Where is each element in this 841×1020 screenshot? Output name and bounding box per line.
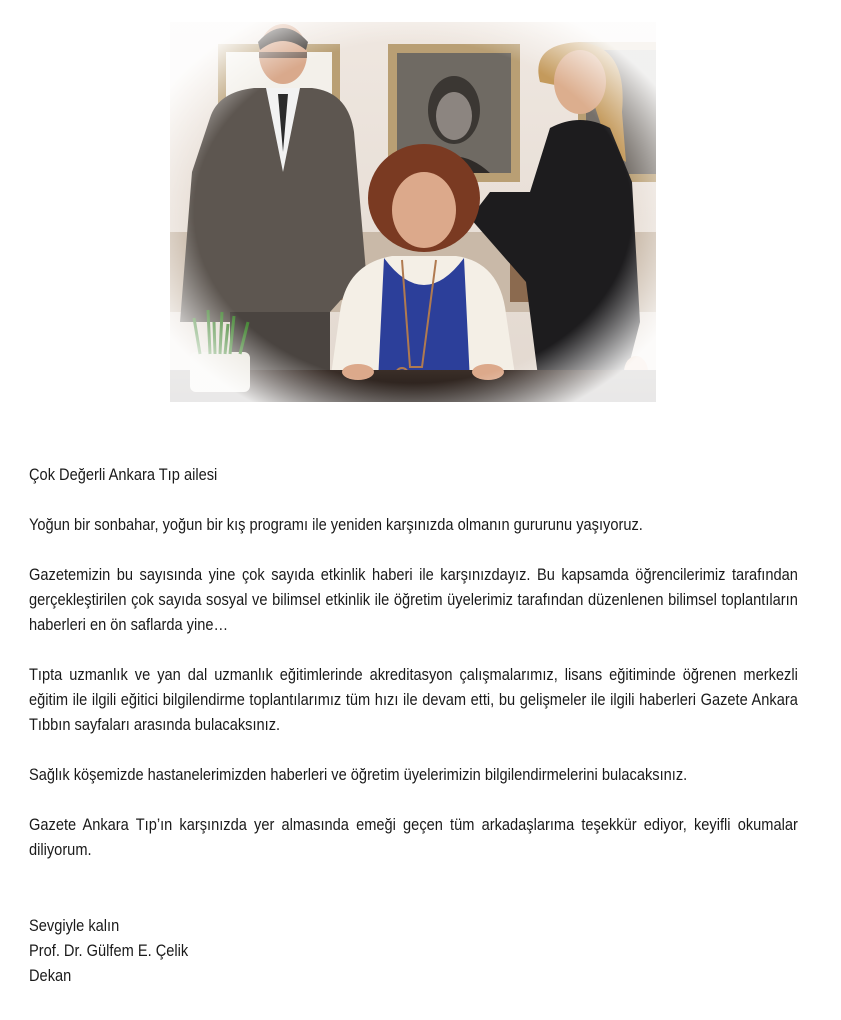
letter-greeting: Çok Değerli Ankara Tıp ailesi [29, 465, 218, 484]
signature-title: Dekan [29, 966, 72, 985]
signature-block [29, 913, 188, 988]
letter-paragraph-3: Tıpta uzmanlık ve yan dal uzmanlık eğitimlerinde akreditasyon çalışmalarımız, lisans eğitiminde öğrenen merkezli eğitim ile ilgili eğitici bilgilendirme toplantılarımız tüm hızı ile devam etti, bu gelişmeler ile ilgili haberleri Gazete Ankara Tıbbın sayfaları arasında bulacaksınız. [29, 665, 798, 734]
signature-closing: Sevgiyle kalın [29, 916, 120, 935]
letter-paragraph-5: Gazete Ankara Tıp’ın karşınızda yer almasında emeği geçen tüm arkadaşlarıma teşekkür ediyor, keyifli okumalar diliyorum. [29, 815, 798, 859]
letter-body [29, 462, 798, 887]
signature-name: Prof. Dr. Gülfem E. Çelik [29, 941, 189, 960]
letter-paragraph-4: Sağlık köşemizde hastanelerimizden haberleri ve öğretim üyelerimizin bilgilendirmelerini bulacaksınız. [29, 765, 688, 784]
letter-paragraph-1: Yoğun bir sonbahar, yoğun bir kış programı ile yeniden karşınızda olmanın gururunu yaşıyoruz. [29, 515, 643, 534]
letter-paragraph-2: Gazetemizin bu sayısında yine çok sayıda etkinlik haberi ile karşınızdayız. Bu kapsamda öğrencilerimiz tarafından gerçekleştirilen çok sayıda sosyal ve bilimsel etkinlik ile öğretim üyelerimiz tarafından düzenlenen bilimsel toplantıların haberleri en ön saflarda yine… [29, 565, 798, 634]
group-photo [170, 22, 656, 402]
